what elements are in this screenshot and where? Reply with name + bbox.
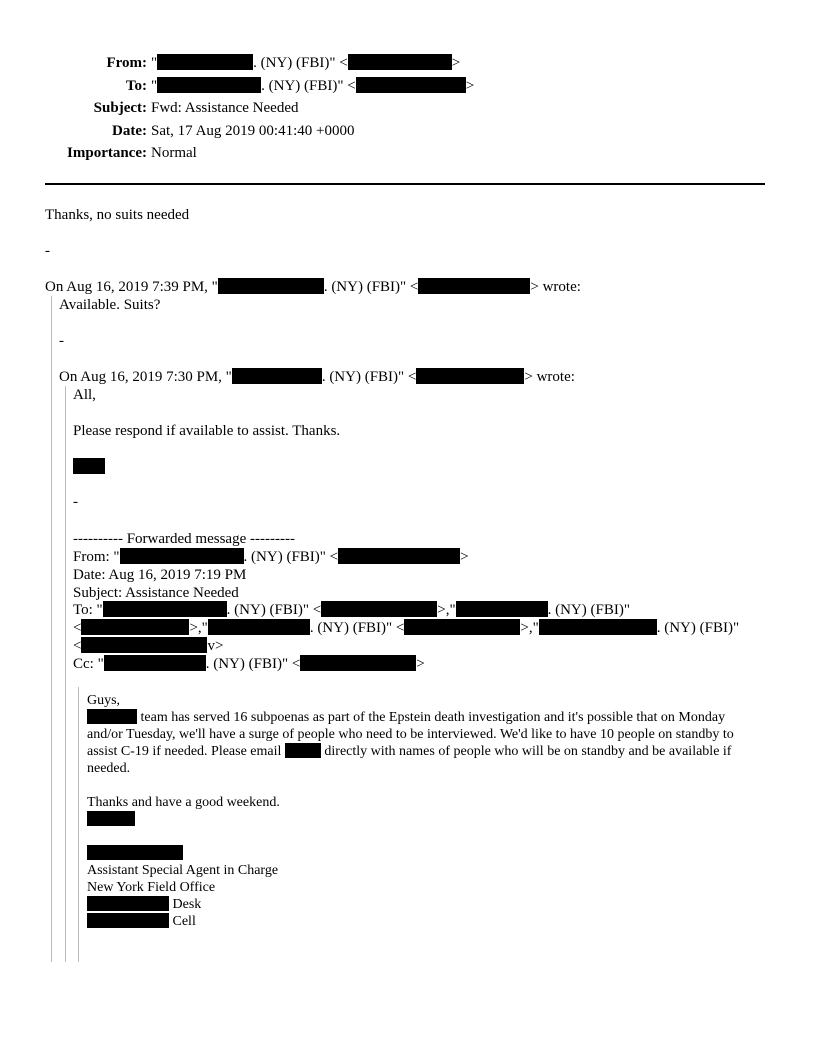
quote1-text: Available. Suits? — [59, 297, 161, 313]
signature-redaction — [73, 458, 105, 476]
forwarded-cc: Cc: " . (NY) (FBI)" < > — [73, 656, 425, 672]
redaction — [157, 77, 261, 93]
redaction — [81, 619, 189, 635]
redaction — [103, 601, 227, 617]
forwarded-separator: ---------- Forwarded message --------- — [73, 531, 295, 547]
redaction — [87, 845, 183, 860]
quote2-text: Please respond if available to assist. Thanks. — [73, 423, 341, 439]
redaction — [87, 913, 169, 928]
redaction — [300, 655, 416, 671]
forwarded-to-line2: < >," . (NY) (FBI)" < >," . (NY) (FBI)" — [73, 620, 740, 636]
forwarded-from: From: " . (NY) (FBI)" < > — [73, 549, 469, 565]
redaction — [73, 458, 105, 474]
header-subject-row — [45, 99, 474, 122]
inner-signoff-redaction — [87, 811, 135, 828]
reply-text: Thanks, no suits needed — [45, 207, 190, 223]
quote-bar-level-1 — [51, 296, 52, 962]
date-label: Date: — [112, 122, 147, 139]
redaction — [404, 619, 520, 635]
redaction — [418, 278, 530, 294]
redaction — [356, 77, 466, 93]
redaction — [120, 548, 244, 564]
redaction — [539, 619, 657, 635]
redaction — [81, 637, 207, 653]
header-to-row — [45, 77, 474, 100]
inner-line3: assist C-19 if needed. Please email directly with names of people who will be on standby and be available if — [87, 744, 732, 759]
subject-value: Fwd: Assistance Needed — [151, 100, 299, 116]
quote1-intro: On Aug 16, 2019 7:39 PM, " . (NY) (FBI)" < > wrote: — [45, 279, 581, 295]
redaction — [104, 655, 206, 671]
signature-cell: Cell — [87, 913, 196, 930]
header-date-row — [45, 122, 474, 145]
from-label: From: — [106, 55, 147, 71]
redaction — [157, 54, 253, 70]
signature-desk: Desk — [87, 896, 201, 913]
inner-greeting: Guys, — [87, 693, 121, 708]
forwarded-to: To: " . (NY) (FBI)" < >," . (NY) (FBI)" — [73, 602, 630, 618]
inner-line2: and/or Tuesday, we'll have a surge of people who need to be interviewed. We'd like to have 10 people on standby to — [87, 727, 734, 742]
header-divider — [45, 183, 765, 185]
redaction — [208, 619, 310, 635]
quote-bar-level-3 — [78, 687, 79, 962]
header-from-row — [45, 54, 474, 77]
signature-name-redaction — [87, 845, 183, 862]
redaction — [87, 896, 169, 911]
redaction — [87, 709, 137, 724]
to-label: To: — [125, 77, 147, 94]
inner-line4: needed. — [87, 761, 131, 776]
signature-office: New York Field Office — [87, 880, 216, 895]
importance-label: Importance: — [67, 145, 147, 161]
inner-closing: Thanks and have a good weekend. — [87, 795, 280, 810]
importance-value: Normal — [151, 145, 197, 161]
forwarded-to-line3: < v> — [73, 638, 224, 654]
subject-label: Subject: — [93, 100, 147, 116]
redaction — [285, 743, 321, 758]
to-value: " . (NY) (FBI)" < > — [151, 77, 475, 94]
forwarded-subject: Subject: Assistance Needed — [73, 585, 239, 601]
quote2-intro: On Aug 16, 2019 7:30 PM, " . (NY) (FBI)" < > wrote: — [59, 369, 575, 385]
quote-bar-level-2 — [65, 386, 66, 962]
redaction — [232, 368, 322, 384]
signature-title: Assistant Special Agent in Charge — [87, 863, 279, 878]
dash-separator: - — [45, 243, 50, 259]
dash-separator: - — [59, 333, 64, 349]
forwarded-date: Date: Aug 16, 2019 7:19 PM — [73, 567, 247, 583]
redaction — [87, 811, 135, 826]
quote2-greeting: All, — [73, 387, 96, 403]
dash-separator: - — [73, 494, 78, 510]
date-value: Sat, 17 Aug 2019 00:41:40 +0000 — [151, 122, 355, 139]
redaction — [456, 601, 548, 617]
inner-line1: team has served 16 subpoenas as part of the Epstein death investigation and it's possible that on Monday — [87, 709, 725, 726]
redaction — [348, 54, 452, 70]
redaction — [321, 601, 437, 617]
redaction — [218, 278, 324, 294]
email-header — [45, 54, 474, 167]
redaction — [416, 368, 524, 384]
header-importance-row — [45, 144, 474, 167]
redaction — [338, 548, 460, 564]
from-value: " . (NY) (FBI)" < > — [151, 55, 461, 71]
